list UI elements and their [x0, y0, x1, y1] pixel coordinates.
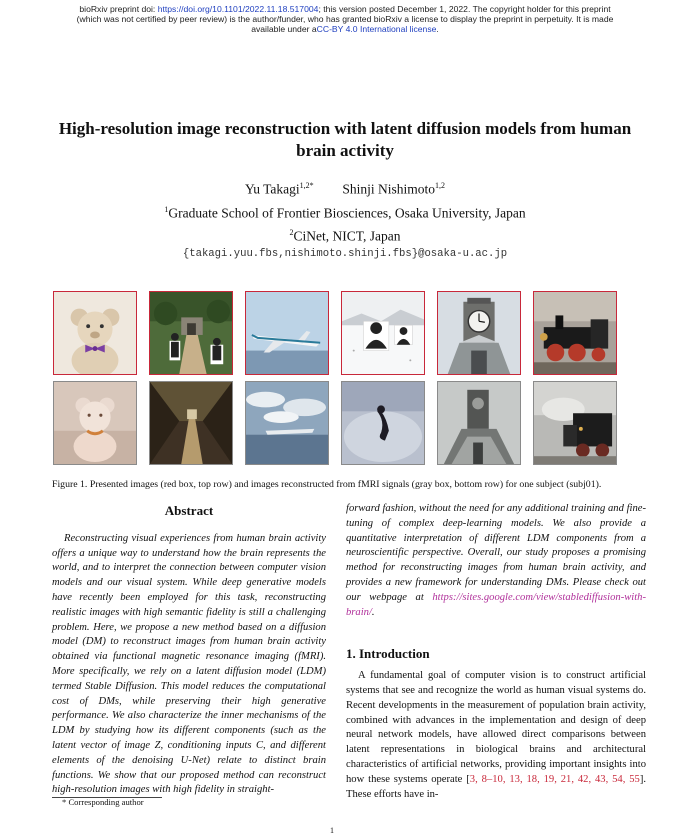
presented-image-airplane	[245, 291, 329, 375]
introduction-body: A fundamental goal of computer vision is to construct artificial systems that see and recognize the world as human visual systems do. Recent developments in the measurement of population brain activity, combined with advances in the implementation and design of deep neural network models, have allowed direct comparisons between latent representations in biological brains and architectural characteristics of artificial networks, providing important insights into how these systems operate [	[346, 670, 646, 785]
preprint-text: .	[436, 24, 439, 34]
preprint-text: ; this version posted December 1, 2022. The copyright holder for this preprint	[318, 4, 611, 14]
figure-reconstructed-row	[50, 381, 650, 465]
reconstructed-image-tree-path	[149, 381, 233, 465]
preprint-line-3	[20, 24, 670, 34]
abstract-text: Reconstructing visual experiences from human brain activity offers a unique way to understand how the brain represents the world, and to interpret the connection between computer vision models and our visual system. While deep generative models have recently been employed for this task, reconstructing realistic images with high semantic fidelity is still a challenging problem. Here, we propose a new method based on a diffusion model (DM) to reconstruct images from human brain activity obtained via functional magnetic resonance imaging (fMRI). More specifically, we rely on a latent diffusion model (LDM) termed Stable Diffusion. This model reduces the computational cost of DMs, while preserving their high generative performance. We also characterize the inner mechanisms of the LDM by studying how its different components (such as the latent vector of image Z, conditioning inputs C, and different elements of the denoising U-Net) relate to distinct brain functions. We show that our proposed method can reconstruct high-resolution images with high fidelity in straight-	[52, 532, 326, 796]
citation-links[interactable]: 3, 8–10, 13, 18, 19, 21, 42, 43, 54, 55	[469, 773, 640, 785]
preprint-line-1	[20, 4, 670, 14]
presented-image-garden-path	[149, 291, 233, 375]
preprint-line-2: (which was not certified by peer review) is the author/funder, who has granted bioRxiv a license to display the preprint in perpetuity. It is made	[76, 14, 614, 24]
paper-title: High-resolution image reconstruction with latent diffusion models from human brain activity	[58, 119, 632, 160]
presented-image-steam-locomotive	[533, 291, 617, 375]
license-link[interactable]: CC-BY 4.0 International license	[316, 24, 437, 34]
abstract-continuation	[346, 502, 646, 620]
presented-image-clock-tower	[437, 291, 521, 375]
figure-caption: Figure 1. Presented images (red box, top row) and images reconstructed from fMRI signals (gray box, bottom row) for one subject (subj01).	[52, 479, 602, 490]
affiliation-text: CiNet, NICT, Japan	[293, 228, 401, 244]
footnote: * Corresponding author	[62, 797, 144, 807]
page-number: 1	[330, 826, 334, 835]
reconstructed-image-steam-locomotive	[533, 381, 617, 465]
preprint-notice	[20, 4, 670, 34]
affiliation-sup: 1	[164, 205, 169, 214]
author-name: Shinji Nishimoto	[342, 181, 436, 197]
author-affil-sup: 1,2*	[299, 181, 314, 190]
introduction-heading: 1. Introduction	[346, 646, 430, 662]
introduction-body-end: ]. These efforts have in-	[346, 773, 646, 800]
reconstructed-image-tower	[437, 381, 521, 465]
abstract-heading: Abstract	[164, 503, 214, 518]
affiliation	[0, 228, 690, 245]
figure-presented-row	[50, 291, 650, 375]
reconstructed-image-airplane-sea	[245, 381, 329, 465]
preprint-text: available under a	[251, 24, 317, 34]
reconstructed-image-snow-figure	[341, 381, 425, 465]
project-webpage-link[interactable]: https://sites.google.com/view/stablediffusion-with-brain/	[346, 591, 646, 618]
preprint-text: bioRxiv preprint doi:	[79, 4, 158, 14]
abstract-continuation-text: forward fashion, without the need for any additional training and fine-tuning of complex deep-learning models. We also provide a quantitative interpretation of different LDM components from a neuroscientific perspective. Overall, our study proposes a promising method for reconstructing images from human brain activity, and provides a new framework for understanding DMs. Please check out our webpage at	[346, 503, 646, 603]
presented-image-snow-scene	[341, 291, 425, 375]
author-name: Yu Takagi	[244, 181, 300, 197]
affiliation-sup: 2	[289, 228, 294, 237]
author-affil-sup: 1,2	[435, 181, 446, 190]
introduction-text	[346, 669, 646, 802]
author-email: {takagi.yuu.fbs,nishimoto.shinji.fbs}@osaka-u.ac.jp	[182, 248, 508, 260]
affiliation	[0, 205, 690, 222]
right-column	[346, 502, 646, 802]
author-list	[0, 181, 690, 198]
reconstructed-image-teddy-bear	[53, 381, 137, 465]
abstract-continuation-end: .	[371, 606, 375, 618]
left-column	[52, 502, 326, 798]
doi-link[interactable]: https://doi.org/10.1101/2022.11.18.517004	[157, 4, 319, 14]
affiliation-text: Graduate School of Frontier Biosciences, Osaka University, Japan	[168, 205, 526, 221]
presented-image-teddy-bear	[53, 291, 137, 375]
